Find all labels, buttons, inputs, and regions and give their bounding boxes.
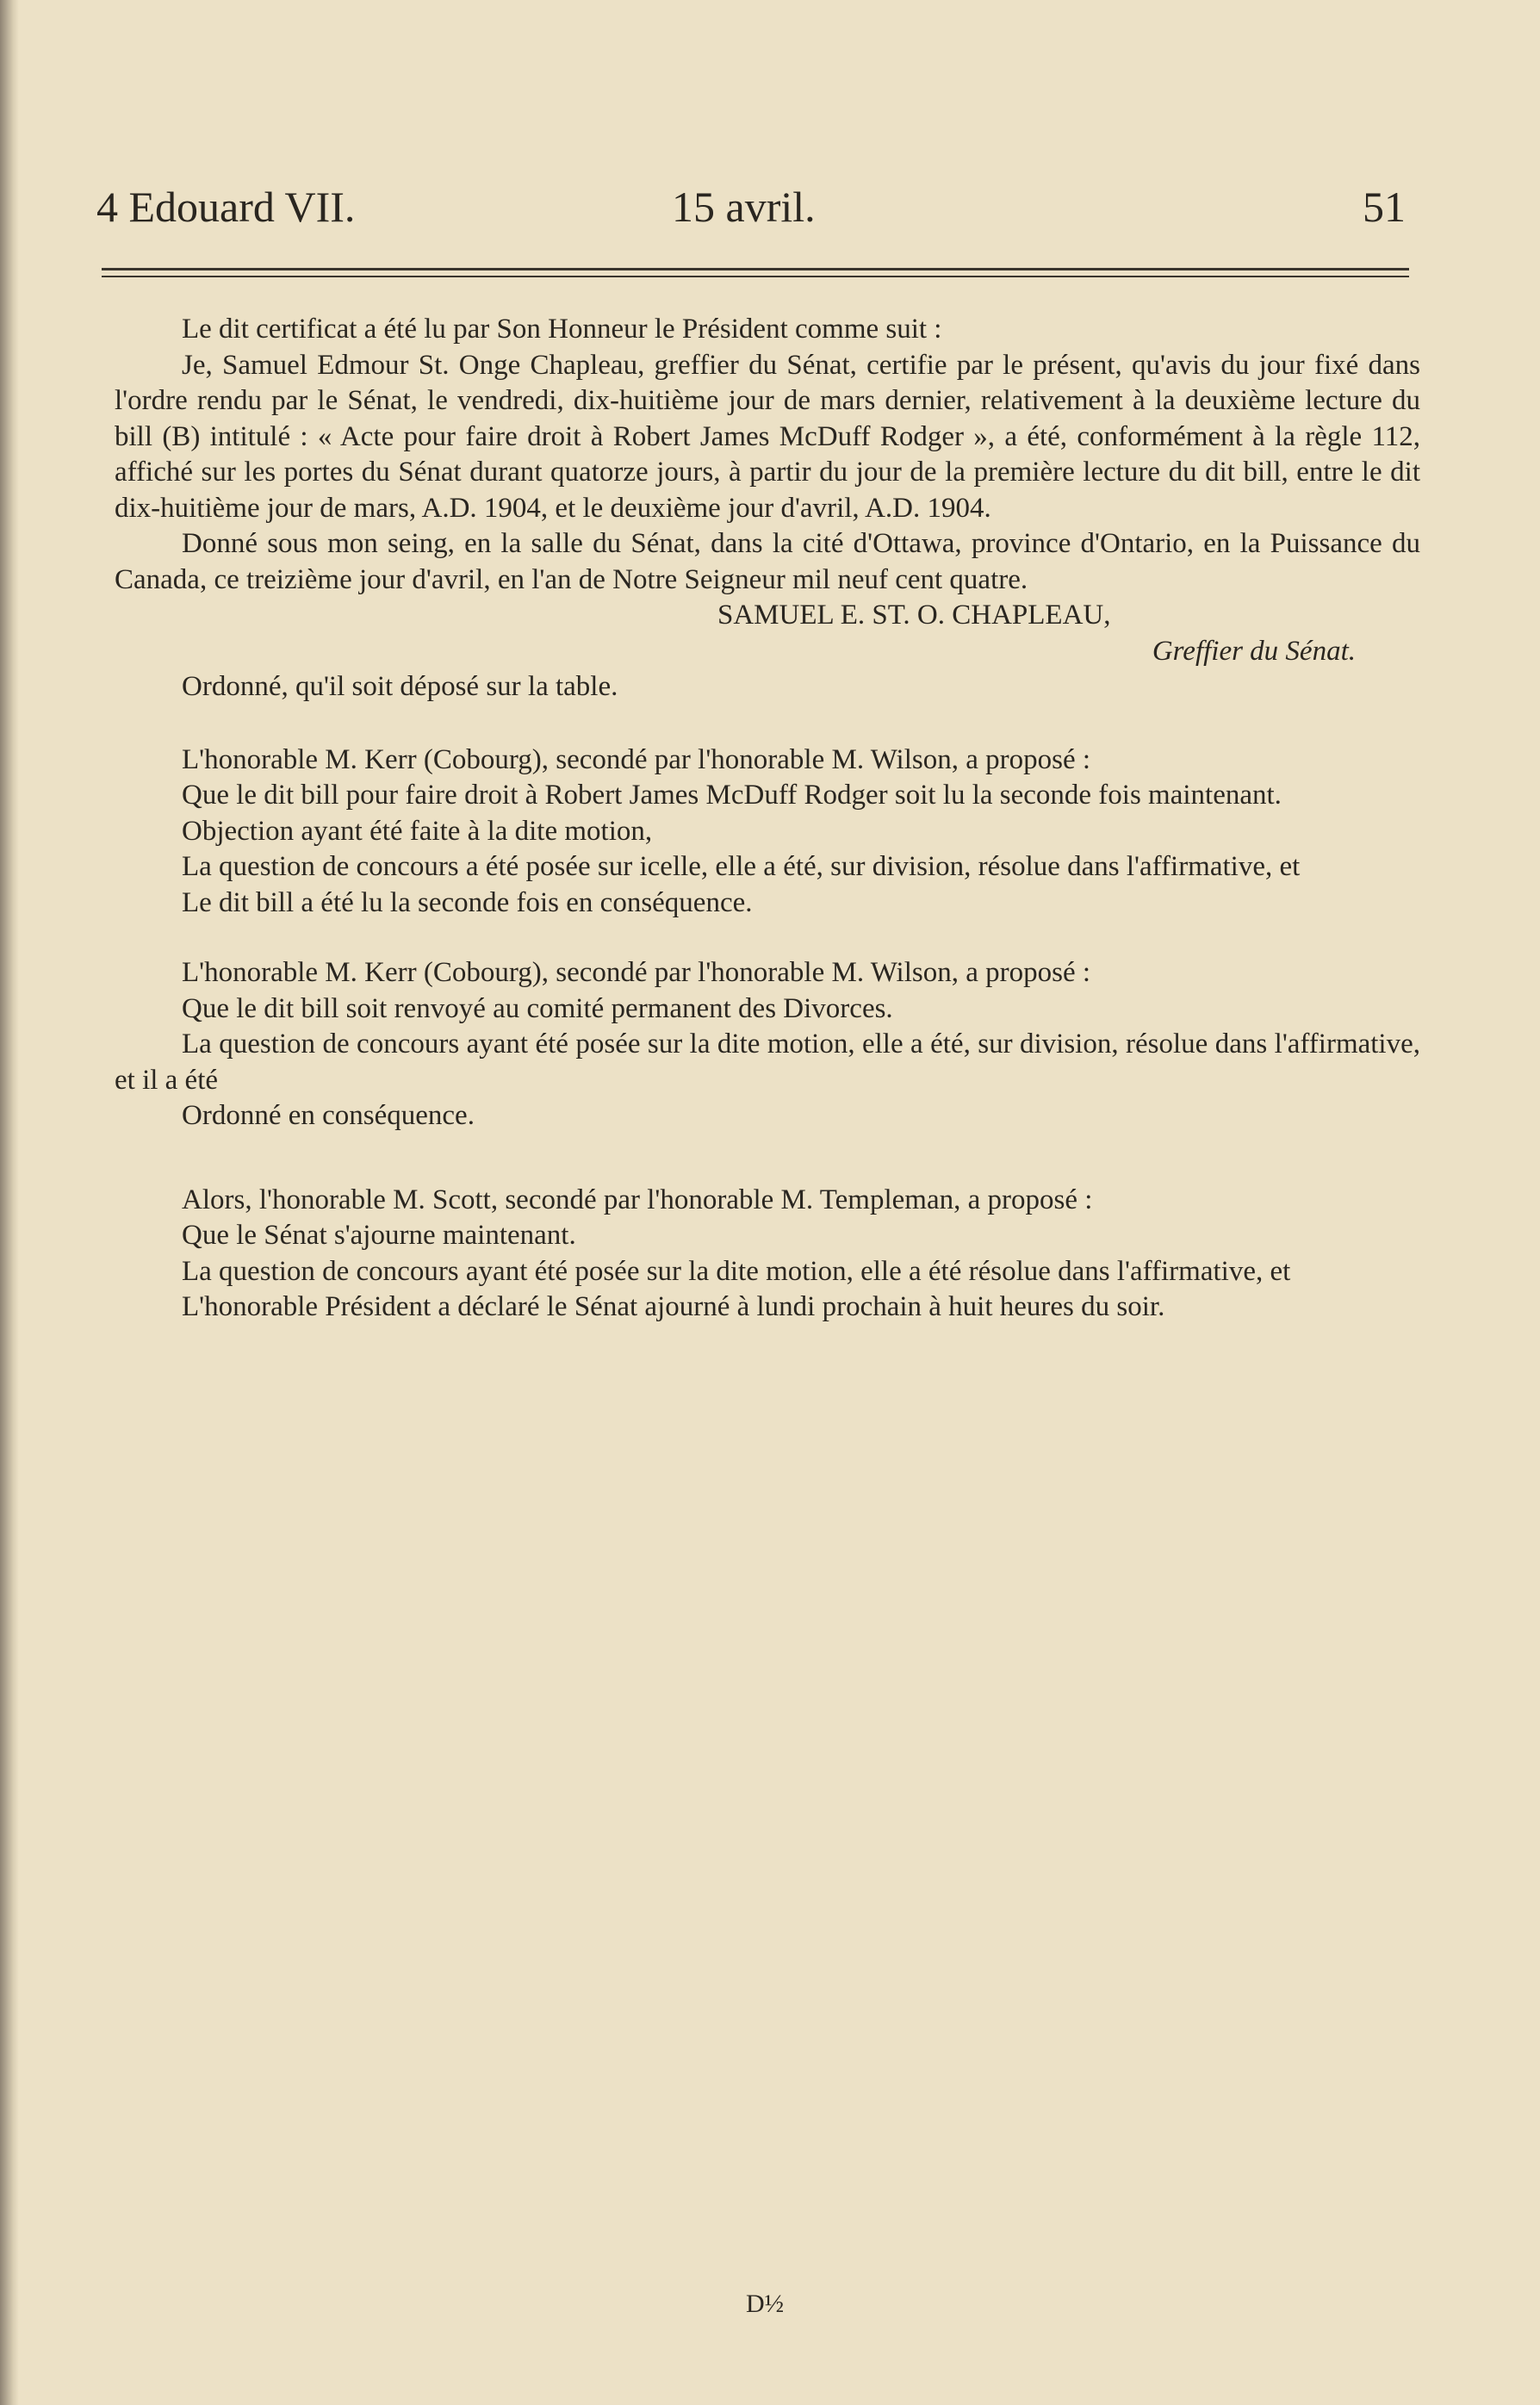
paragraph: L'honorable Président a déclaré le Sénat ajourné à lundi prochain à huit heures du soir. bbox=[182, 1291, 1165, 1322]
paragraph: La question de concours ayant été posée sur la dite motion, elle a été résolue dans l'affirmative, et bbox=[182, 1255, 1291, 1287]
paragraph: L'honorable M. Kerr (Cobourg), secondé par l'honorable M. Wilson, a proposé : bbox=[182, 957, 1091, 988]
paragraph: La question de concours ayant été posée sur la dite motion, elle a été, sur division, résolue dans l'affirmative, et il a été bbox=[115, 1028, 1420, 1096]
paragraph: Que le dit bill soit renvoyé au comité permanent des Divorces. bbox=[182, 992, 893, 1024]
paragraph: Donné sous mon seing, en la salle du Sénat, dans la cité d'Ottawa, province d'Ontario, en la Puissance du Canada, ce treizième jour d'avril, en l'an de Notre Seigneur mil neuf cent quatre. bbox=[115, 528, 1420, 595]
paragraph: Alors, l'honorable M. Scott, secondé par l'honorable M. Templeman, a proposé : bbox=[182, 1184, 1093, 1215]
printer-signature-mark: D½ bbox=[746, 2290, 785, 2318]
paragraph: Objection ayant été faite à la dite motion, bbox=[182, 815, 653, 847]
signature-name: SAMUEL E. ST. O. CHAPLEAU, bbox=[717, 600, 1111, 631]
journal-body bbox=[115, 312, 1420, 1326]
paragraph: La question de concours a été posée sur icelle, elle a été, sur division, résolue dans l'affirmative, et bbox=[182, 851, 1301, 882]
page-edge-shadow bbox=[0, 0, 19, 2405]
header-rule-thick bbox=[102, 268, 1409, 270]
header-regnal-year: 4 Edouard VII. bbox=[96, 183, 356, 231]
paragraph: Je, Samuel Edmour St. Onge Chapleau, greffier du Sénat, certifie par le présent, qu'avis du jour fixé dans l'ordre rendu par le Sénat, le vendredi, dix-huitième jour de mars dernier, relativement à la deuxième lecture du bill (B) intitulé : « Acte pour faire droit à Robert James McDuff Rodger », a été, conformément à la règle 112, affiché sur les portes du Sénat durant quatorze jours, à partir du jour de la première lecture du dit bill, entre le dit dix-huitième jour de mars, A.D. 1904, et le deuxième jour d'avril, A.D. 1904. bbox=[115, 349, 1420, 524]
running-header bbox=[96, 177, 1406, 237]
header-date: 15 avril. bbox=[672, 183, 816, 231]
paragraph: Ordonné, qu'il soit déposé sur la table. bbox=[182, 671, 618, 702]
paragraph: Ordonné en conséquence. bbox=[182, 1100, 475, 1131]
paragraph: L'honorable M. Kerr (Cobourg), secondé par l'honorable M. Wilson, a proposé : bbox=[182, 743, 1091, 775]
paragraph: Que le dit bill pour faire droit à Robert James McDuff Rodger soit lu la seconde fois maintenant. bbox=[182, 780, 1282, 811]
paragraph: Le dit certificat a été lu par Son Honneur le Président comme suit : bbox=[182, 314, 942, 345]
signature-title: Greffier du Sénat. bbox=[1152, 635, 1356, 667]
header-rule-thin bbox=[102, 276, 1409, 277]
paragraph: Le dit bill a été lu la seconde fois en conséquence. bbox=[182, 886, 753, 918]
paragraph: Que le Sénat s'ajourne maintenant. bbox=[182, 1220, 576, 1251]
page-number: 51 bbox=[1363, 183, 1406, 231]
